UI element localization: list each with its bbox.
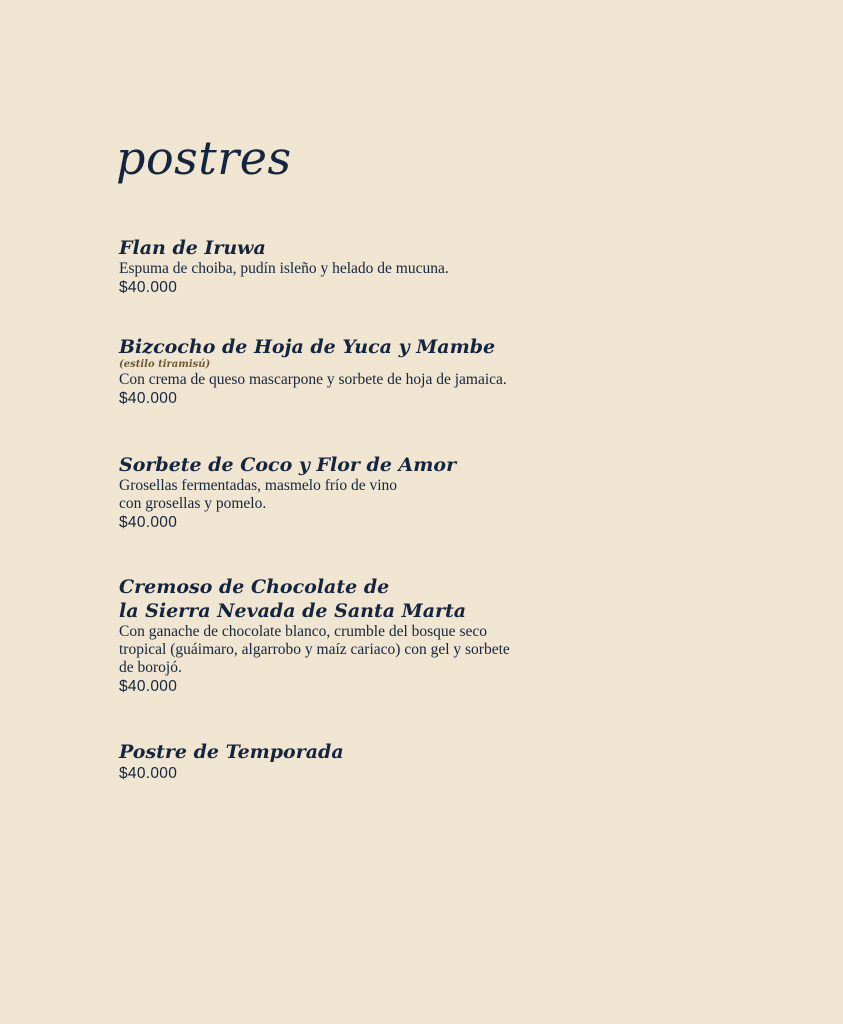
menu-item	[119, 740, 579, 784]
section-title: postres	[116, 131, 292, 185]
item-description: Grosellas fermentadas, masmelo frío de vino con grosellas y pomelo.	[119, 477, 398, 512]
item-name: Flan de Iruwa	[119, 237, 266, 259]
item-price: $40.000	[119, 279, 178, 296]
item-name: Postre de Temporada	[119, 741, 344, 763]
item-price: $40.000	[119, 765, 178, 782]
menu-item	[119, 453, 579, 533]
item-name: Cremoso de Chocolate de la Sierra Nevada de Santa Marta	[119, 576, 467, 622]
menu-item	[119, 335, 579, 409]
menu-item	[119, 236, 579, 298]
item-note: (estilo tiramisú)	[119, 359, 211, 370]
item-name: Sorbete de Coco y Flor de Amor	[119, 454, 457, 476]
item-name: Bizcocho de Hoja de Yuca y Mambe	[119, 336, 496, 358]
menu-item	[119, 575, 579, 697]
item-price: $40.000	[119, 678, 178, 695]
item-price: $40.000	[119, 514, 178, 531]
item-price: $40.000	[119, 390, 178, 407]
item-description: Con crema de queso mascarpone y sorbete de hoja de jamaica.	[119, 371, 507, 388]
item-description: Con ganache de chocolate blanco, crumble del bosque seco tropical (guáimaro, algarrobo y maíz cariaco) con gel y sorbete de borojó.	[119, 623, 510, 676]
item-description: Espuma de choiba, pudín isleño y helado de mucuna.	[119, 260, 449, 277]
